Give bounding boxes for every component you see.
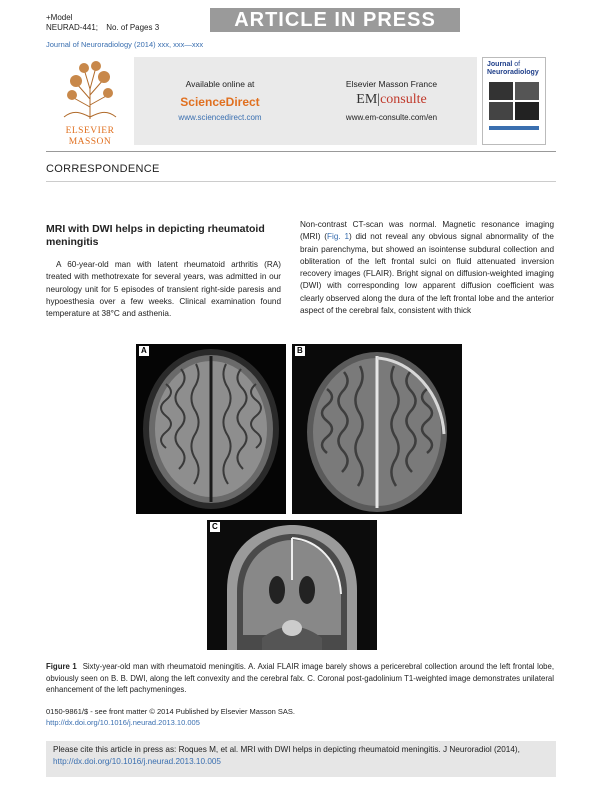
consulte-logo-part: consulte — [380, 92, 427, 107]
em-consulte-link[interactable]: www.em-consulte.com/en — [345, 113, 438, 122]
figure-caption — [46, 661, 554, 696]
axial-flair-image — [136, 344, 286, 514]
figure-1-link[interactable]: Fig. 1 — [327, 232, 350, 242]
cover-image-2 — [515, 82, 539, 100]
cover-title — [483, 58, 545, 77]
cover-image-1 — [489, 82, 513, 100]
journal-citation-line: Journal of Neuroradiology (2014) xxx, xxx—xxx — [46, 40, 204, 49]
body-col1-para: A 60-year-old man with latent rheumatoid arthritis (RA) treated with methotrexate for several years, was admitted in our neurology unit for 5 episodes of transient right-side paresis and hypoesthesia over a few weeks. Clinical examination found temperature at 38°C and asthenia. — [46, 260, 281, 319]
body-col2-text-b: ) did not reveal any obvious signal abnormality of the brain parenchyma, but showed an isointense subdural collection and obliteration of the left frontal sulci on fluid attenuated inversion recovery images (FLAIR). Bright signal on diffusion-weighted imaging (DWI) with corresponding low apparent diffusion coefficient was clearly observed along the dura of the left frontal lobe and the anterior aspect of the cerebral falx, consistent with thick — [300, 232, 554, 316]
model-tag: +Model — [46, 13, 73, 22]
article-id — [46, 23, 159, 32]
cover-title-of: of — [514, 61, 521, 68]
panel-label-b: B — [297, 346, 303, 355]
citation-box — [46, 741, 556, 777]
caption-label: Figure 1 — [46, 662, 77, 671]
banner-center — [134, 57, 477, 145]
figure-panel-c — [207, 520, 377, 650]
axial-dwi-image — [292, 344, 462, 514]
issn-line: 0150-9861/$ - see front matter © 2014 Published by Elsevier Masson SAS. — [46, 707, 295, 716]
cover-image-3 — [489, 102, 513, 120]
cover-image-4 — [515, 102, 539, 120]
page-count: No. of Pages 3 — [106, 23, 160, 32]
article-in-press-banner: ARTICLE IN PRESS — [210, 8, 460, 32]
article-title: MRI with DWI helps in depicting rheumatoid meningitis — [46, 223, 265, 248]
citation-doi-link[interactable]: http://dx.doi.org/10.1016/j.neurad.2013.10.005 — [53, 757, 221, 766]
publisher-banner — [46, 55, 556, 148]
coronal-t1-image — [207, 520, 377, 650]
elsevier-logo — [54, 59, 126, 147]
sciencedirect-logo: ScienceDirect — [180, 95, 260, 109]
citation-text: Please cite this article in press as: Roques M, et al. MRI with DWI helps in depicting rheumatoid meningitis. J Neuroradiol (2014), — [53, 745, 520, 754]
em-consulte-logo: EM|consulte — [356, 92, 427, 107]
panel-label-a: A — [141, 346, 147, 355]
cover-title-neuro: Neuroradiology — [487, 69, 539, 76]
em-france-label: Elsevier Masson France — [345, 79, 438, 89]
figure-panel-a — [136, 344, 286, 514]
sciencedirect-link[interactable]: www.sciencedirect.com — [178, 113, 262, 122]
em-logo-part: EM — [356, 92, 378, 107]
elsevier-wordmark: ELSEVIER MASSON — [65, 126, 115, 147]
section-rule — [46, 181, 556, 182]
journal-cover — [482, 57, 546, 145]
panel-label-c: C — [212, 522, 218, 531]
banner-rule — [46, 151, 556, 152]
body-col2-text-a: Non-contrast CT-scan was normal. Magnetic resonance imaging (MRI) ( — [300, 220, 554, 242]
elsevier-tree-icon — [54, 59, 126, 121]
cover-stripe — [489, 126, 539, 130]
cover-title-journal: Journal — [487, 61, 513, 68]
article-id-code: NEURAD-441; — [46, 23, 99, 32]
body-col2-para — [300, 219, 554, 317]
available-online-label: Available online at — [185, 79, 255, 89]
caption-text: Sixty-year-old man with rheumatoid meningitis. A. Axial FLAIR image barely shows a pericerebral collection around the left frontal lobe, obviously seen on B. B. DWI, along the left convexity and the cerebral falx. C. Coronal post-gadolinium T1-weighted image demonstrates unilateral enhancement of the left pachymeninges. — [46, 662, 555, 694]
figure-panel-b — [292, 344, 462, 514]
doi-link[interactable]: http://dx.doi.org/10.1016/j.neurad.2013.10.005 — [46, 718, 200, 727]
section-heading: CORRESPONDENCE — [46, 163, 160, 175]
